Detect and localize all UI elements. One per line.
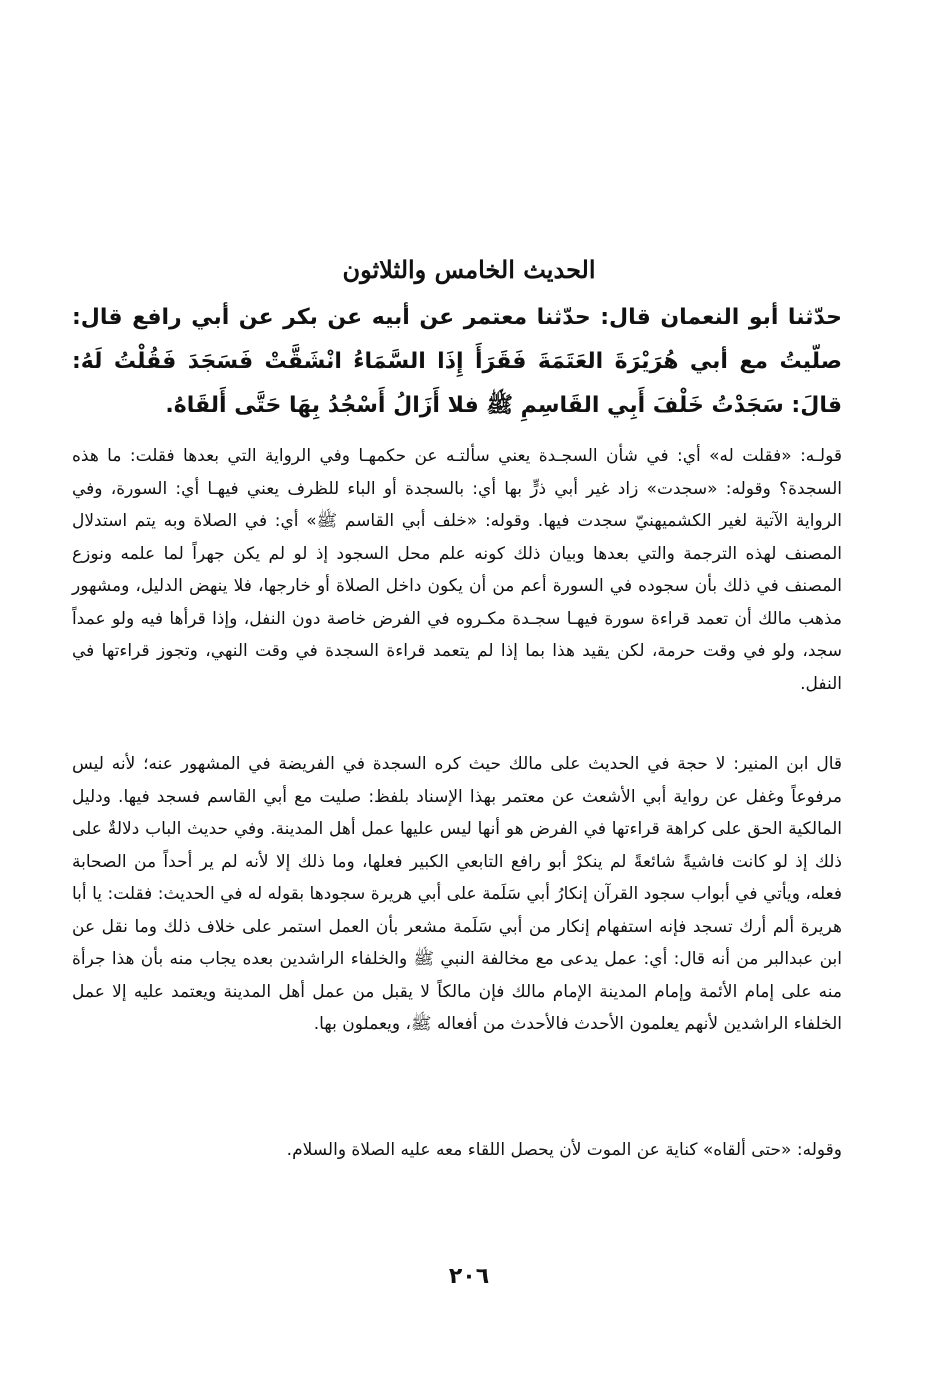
hadith-title: الحديث الخامس والثلاثون bbox=[342, 255, 596, 284]
commentary-paragraph-1: قولـه: «فقلت له» أي: في شأن السجـدة يعني سألتـه عن حكمهـا وفي الرواية التي بعدها فقلت: ما هذه السجدة؟ وقوله: «سجدت» زاد غير أبي ذرٍّ بها أي: بالسجدة أو الباء للظرف يعني فيهـا أي: السورة، وفي الرواية الآتية لغير الكشميهنيّ سجدت فيها. وقوله: «خلف أبي القاسم ﷺ» أي: في الصلاة وبه يتم استدلال المصنف لهذه الترجمة والتي بعدها وبيان ذلك كونه علم محل السجود إذ لو لم يكن جهراً لما علمه ونوزع المصنف في ذلك بأن سجوده في السورة أعم من أن يكون داخل الصلاة أو خارجها، فلا ينهض الدليل، ومشهور مذهب مالك أن تعمد قراءة سورة فيهـا سجـدة مكـروه في الفرض خاصة دون النفل، وإذا قرأها فيه ولو عمداً سجد، ولو في وقت حرمة، لكن يقيد هذا بما إذا لم يتعمد قراءة السجدة في وقت النهي، وتجوز قراءتها في النفل. bbox=[72, 446, 842, 694]
commentary-paragraph-2: قال ابن المنير: لا حجة في الحديث على مالك حيث كره السجدة في الفريضة في المشهور عنه؛ لأنه ليس مرفوعاً وغفل عن رواية أبي الأشعث عن معتمر بهذا الإسناد بلفظ: صليت مع أبي القاسم فسجد فيها. ودليل المالكية الحق على كراهة قراءتها في الفرض هو أنها ليس عليها عمل أهل المدينة. وفي حديث الباب دلالةٌ على ذلك إذ لو كانت فاشيةً شائعةً لم ينكرْ أبو رافع التابعي الكبير فعلها، وما ذلك إلا لأنه لم ير أحداً من الصحابة فعله، ويأتي في أبواب سجود القرآن إنكارُ أبي سَلَمة على أبي هريرة سجودها بقوله له في الحديث: فقلت: يا أبا هريرة ألم أرك تسجد فإنه استفهام إنكار من أبي سَلَمة مشعر بأن العمل استمر على خلاف ذلك وما نقل عن ابن عبدالبر من أنه قال: أي: عمل يدعى مع مخالفة النبي ﷺ والخلفاء الراشدين بعده يجاب منه بأن هذا جرأة منه على إمام الأئمة وإمام المدينة الإمام مالك فإن مالكاً لا يقبل من عمل أهل المدينة ويعتمد عليه إلا عمل الخلفاء الراشدين لأنهم يعلمون الأحدث فالأحدث من أفعاله ﷺ، ويعملون بها. bbox=[72, 754, 842, 1034]
commentary-paragraph-3: وقوله: «حتى ألقاه» كناية عن الموت لأن يحصل اللقاء معه عليه الصلاة والسلام. bbox=[286, 1140, 842, 1160]
page-number: ٢٠٦ bbox=[448, 1264, 490, 1289]
hadith-text: حدّثنا أبو النعمان قال: حدّثنا معتمر عن أبيه عن بكر عن أبي رافع قال: صلّيتُ مع أبي هُرَيْرَةَ العَتَمَةَ فَقَرَأَ إِذَا السَّمَاءُ انْشَقَّتْ فَسَجَدَ فَقُلْتُ لَهُ: قالَ: سَجَدْتُ خَلْفَ أَبِي القَاسِمِ ﷺ فلا أَزَالُ أَسْجُدُ بِهَا حَتَّى أَلقَاهُ. bbox=[72, 305, 842, 418]
